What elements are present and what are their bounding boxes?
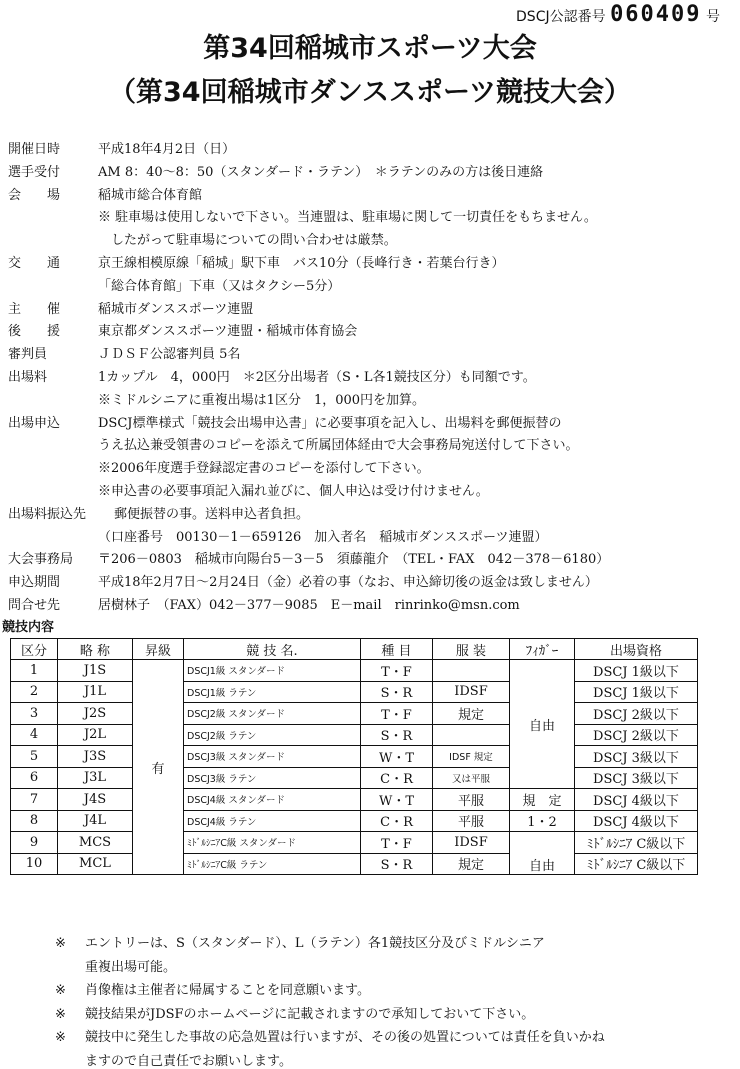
dance-cell: S・R <box>361 724 433 746</box>
registration-suffix: 号 <box>706 9 720 25</box>
dance-cell: C・R <box>361 767 433 789</box>
info-label: 審判員 <box>8 347 48 363</box>
division-cell: 3 <box>11 703 58 725</box>
info-label: 開催日時 <box>8 142 61 157</box>
abbr-cell: J2S <box>58 703 133 725</box>
note-text: 競技結果がJDSFのホームページに記載されますので承知しておいて下さい。 <box>85 1006 535 1022</box>
info-row <box>8 503 309 522</box>
division-cell: 10 <box>11 853 58 875</box>
note-mark: ※ <box>55 1006 66 1022</box>
qualification-cell: ﾐﾄﾞﾙｼﾆｱ C級以下 <box>575 832 698 854</box>
info-value: 東京都ダンススポーツ連盟・稲城市体育協会 <box>98 324 358 340</box>
info-value: AM 8：40～8：50（スタンダード・ラテン） ＊ラテンのみの方は後日連絡 <box>98 164 544 180</box>
abbr-cell: MCS <box>58 832 133 854</box>
info-value: DSCJ標準様式「競技会出場申込書」に必要事項を記入し、出場料を郵便振替の <box>98 415 562 431</box>
section-title: 競技内容 <box>2 620 55 635</box>
competition-table <box>10 638 698 875</box>
info-value: 〒206－0803 稲城市向陽台5－3－5 須藤龍介 （TEL・FAX 042－378－6180） <box>98 552 610 568</box>
event-cell: DSCJ2級 ラテン <box>184 724 361 746</box>
table-row <box>11 789 698 811</box>
title-main: 第34回稲城市スポーツ大会 <box>203 33 537 64</box>
header-event: 競 技 名. <box>184 639 361 660</box>
info-row <box>8 526 547 545</box>
info-label: 出場料 <box>8 370 48 385</box>
info-row <box>8 548 609 567</box>
note-line <box>55 1050 292 1069</box>
abbr-cell: J1S <box>58 660 133 682</box>
attire-cell: 平服 <box>433 789 510 811</box>
note-text: エントリーは、S（スタンダード）、L（ラテン）各1競技区分及びミドルシニア <box>85 936 545 951</box>
info-row <box>8 343 240 362</box>
event-cell: DSCJ1級 スタンダード <box>184 660 361 682</box>
info-label: 出場料振込先 <box>8 506 87 522</box>
event-cell: DSCJ2級 スタンダード <box>184 703 361 725</box>
table-row <box>11 767 698 789</box>
note-line <box>55 979 370 998</box>
abbr-cell: J4L <box>58 810 133 832</box>
table-row <box>11 681 698 703</box>
attire-cell: IDSF <box>433 681 510 703</box>
info-row <box>8 366 536 385</box>
event-cell: ﾐﾄﾞﾙｼﾆｱC級 スタンダード <box>184 832 361 854</box>
note-text: 競技中に発生した事故の応急処置は行いますが、その後の処置については責任を負いかね <box>85 1030 605 1045</box>
title-sub: （第34回稲城市ダンススポーツ競技大会） <box>109 77 631 108</box>
info-row <box>8 252 505 271</box>
dance-cell: T・F <box>361 660 433 682</box>
note-line <box>55 1003 534 1022</box>
info-value: したがって駐車場についての問い合わせは厳禁。 <box>98 233 397 249</box>
figure-cell: 規 定 <box>510 789 575 811</box>
info-value: ※ 駐車場は使用しないで下さい。当連盟は、駐車場に関して一切責任をもちません。 <box>98 210 597 226</box>
info-row <box>8 298 253 317</box>
division-cell: 7 <box>11 789 58 811</box>
header-figure: ﾌｨｶﾞｰ <box>510 639 575 660</box>
note-line <box>55 1026 605 1045</box>
attire-cell: 規定 <box>433 703 510 725</box>
division-cell: 6 <box>11 767 58 789</box>
note-text: ますので自己責任でお願いします。 <box>85 1053 292 1069</box>
info-row <box>8 412 562 431</box>
note-line <box>55 956 176 975</box>
abbr-cell: J3L <box>58 767 133 789</box>
qualification-cell: DSCJ 2級以下 <box>575 724 698 746</box>
header-qualification: 出場資格 <box>575 639 698 660</box>
event-cell: DSCJ4級 スタンダード <box>184 789 361 811</box>
info-value: うえ払込兼受領書のコピーを添えて所属団体経由で大会事務局宛送付して下さい。 <box>98 438 579 454</box>
table-row <box>11 703 698 725</box>
event-cell: DSCJ4級 ラテン <box>184 810 361 832</box>
info-row <box>8 184 202 203</box>
info-value: 平成18年2月7日～2月24日（金）必着の事（なお、申込締切後の返金は致しません） <box>98 575 598 591</box>
info-row <box>8 389 425 408</box>
table-row <box>11 832 698 854</box>
qualification-cell: DSCJ 4級以下 <box>575 789 698 811</box>
division-cell: 2 <box>11 681 58 703</box>
info-row <box>8 138 235 157</box>
table-header-row <box>11 639 698 660</box>
info-value: 郵便振替の事。送料申込者負担。 <box>114 506 310 522</box>
info-value: 平成18年4月2日（日） <box>98 142 236 157</box>
info-row <box>8 457 430 476</box>
qualification-cell: ﾐﾄﾞﾙｼﾆｱ C級以下 <box>575 853 698 875</box>
info-label: 交 通 <box>8 256 61 271</box>
division-cell: 5 <box>11 746 58 768</box>
table-row <box>11 660 698 682</box>
qualification-cell: DSCJ 1級以下 <box>575 660 698 682</box>
info-label: 会 場 <box>8 187 61 203</box>
registration-number <box>516 2 720 27</box>
table-row <box>11 746 698 768</box>
qualification-cell: DSCJ 1級以下 <box>575 681 698 703</box>
note-text: 肖像権は主催者に帰属することを同意願います。 <box>85 983 370 998</box>
note-mark: ※ <box>55 983 66 998</box>
registration-label: DSCJ公認番号 <box>516 9 606 25</box>
header-promotion: 昇級 <box>133 639 184 660</box>
division-cell: 8 <box>11 810 58 832</box>
note-line <box>55 932 545 951</box>
dance-cell: T・F <box>361 832 433 854</box>
info-label: 申込期間 <box>8 575 61 591</box>
info-value: （口座番号 00130－1－659126 加入者名 稲城市ダンススポーツ連盟） <box>98 529 548 545</box>
qualification-cell: DSCJ 3級以下 <box>575 767 698 789</box>
header-attire: 服 装 <box>433 639 510 660</box>
attire-cell: IDSF <box>433 832 510 854</box>
event-cell: DSCJ1級 ラテン <box>184 681 361 703</box>
info-row <box>8 161 543 180</box>
attire-cell <box>433 660 510 682</box>
abbr-cell: J3S <box>58 746 133 768</box>
info-label: 出場申込 <box>8 415 61 431</box>
qualification-cell: DSCJ 4級以下 <box>575 810 698 832</box>
abbr-cell: J2L <box>58 724 133 746</box>
info-label: 主 催 <box>8 301 61 317</box>
note-mark: ※ <box>55 1030 66 1045</box>
note-mark: ※ <box>55 936 66 951</box>
dance-cell: C・R <box>361 810 433 832</box>
info-value: 京王線相模原線「稲城」駅下車 バス10分（長峰行き・若葉台行き） <box>98 256 505 271</box>
event-cell: DSCJ3級 スタンダード <box>184 746 361 768</box>
attire-cell: 又は平服 <box>433 767 510 789</box>
registration-number-value: 060409 <box>610 2 702 27</box>
table-row <box>11 853 698 875</box>
attire-cell <box>433 724 510 746</box>
dance-cell: W・T <box>361 789 433 811</box>
attire-cell: 平服 <box>433 810 510 832</box>
qualification-cell: DSCJ 2級以下 <box>575 703 698 725</box>
info-row <box>8 434 578 453</box>
header-dance: 種 目 <box>361 639 433 660</box>
division-cell: 1 <box>11 660 58 682</box>
info-row <box>8 275 340 294</box>
figure-cell: 自由 <box>510 660 575 789</box>
attire-cell: IDSF 規定 <box>433 746 510 768</box>
table-row <box>11 810 698 832</box>
abbr-cell: MCL <box>58 853 133 875</box>
figure-cell: 1・2 <box>510 810 575 832</box>
header-abbr: 略 称 <box>58 639 133 660</box>
info-value: ※2006年度選手登録認定書のコピーを添付して下さい。 <box>98 461 430 477</box>
dance-cell: T・F <box>361 703 433 725</box>
info-row <box>8 229 397 248</box>
info-value: 稲城市総合体育館 <box>98 187 203 203</box>
info-value: 稲城市ダンススポーツ連盟 <box>98 301 254 317</box>
note-text: 重複出場可能。 <box>85 959 177 975</box>
qualification-cell: DSCJ 3級以下 <box>575 746 698 768</box>
info-row <box>8 206 597 225</box>
event-cell: DSCJ3級 ラテン <box>184 767 361 789</box>
division-cell: 9 <box>11 832 58 854</box>
table-row <box>11 724 698 746</box>
dance-cell: W・T <box>361 746 433 768</box>
info-value: 1カップル 4，000円 ＊2区分出場者（S・L各1競技区分）も同額です。 <box>98 370 536 385</box>
info-value: 「総合体育館」下車（又はタクシー5分） <box>98 278 341 294</box>
info-row <box>8 571 598 590</box>
abbr-cell: J4S <box>58 789 133 811</box>
info-value: ※申込書の必要事項記入漏れ並びに、個人申込は受け付けません。 <box>98 484 489 499</box>
event-cell: ﾐﾄﾞﾙｼﾆｱC級 ラテン <box>184 853 361 875</box>
info-value: 居樹林子 （FAX）042－377－9085 E－mail rinrinko@msn.com <box>98 598 520 613</box>
info-value: ※ミドルシニアに重複出場は1区分 1，000円を加算。 <box>98 392 426 408</box>
info-label: 大会事務局 <box>8 552 74 568</box>
header-division: 区分 <box>11 639 58 660</box>
figure-cell: 自由 <box>510 832 575 875</box>
dance-cell: S・R <box>361 681 433 703</box>
info-label: 選手受付 <box>8 164 61 180</box>
info-value: ＪＤＳＦ公認審判員 5名 <box>98 347 241 363</box>
attire-cell: 規定 <box>433 853 510 875</box>
info-label: 後 援 <box>8 324 61 340</box>
dance-cell: S・R <box>361 853 433 875</box>
division-cell: 4 <box>11 724 58 746</box>
info-label: 問合せ先 <box>8 598 61 613</box>
info-row <box>8 320 357 339</box>
info-row <box>8 480 489 499</box>
info-row <box>8 594 520 613</box>
abbr-cell: J1L <box>58 681 133 703</box>
promotion-cell: 有 <box>133 660 184 875</box>
